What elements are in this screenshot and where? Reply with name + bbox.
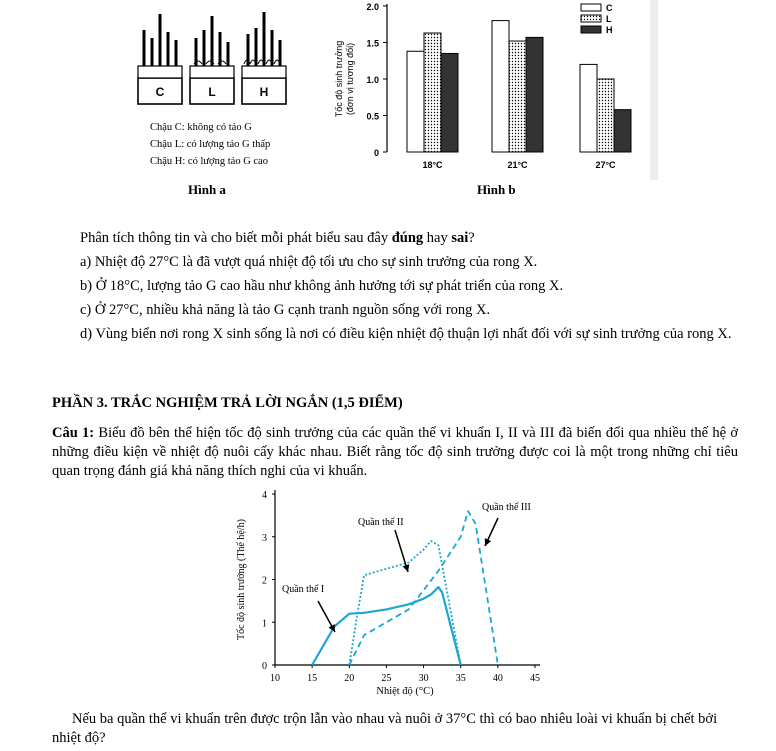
y-tick-label: 1.5 — [366, 38, 379, 49]
legend-label-c: C — [606, 3, 613, 13]
series-annotation-2: Quần thể II — [358, 517, 404, 528]
question-1: Câu 1: Biểu đồ bên thể hiện tốc độ sinh trưởng của các quần thể vi khuẩn I, II và III đã biến đổi qua nhiều thế hệ ở những điều kiện về nhiệt độ nuôi cấy khác nhau. Biết rằng tốc độ sinh trưởng được coi là một trong những chỉ tiêu quan trọng đánh giá khả năng thích nghi của vi khuẩn. — [52, 425, 738, 479]
pot-c-label: C — [155, 85, 165, 99]
legend-label-l: L — [606, 14, 612, 24]
legend-swatch-c — [581, 4, 601, 11]
pot-legend-c: Chậu C: không có tảo G — [150, 122, 252, 133]
final-question: Nếu ba quần thể vi khuẩn trên được trộn lẫn vào nhau và nuôi ở 37°C thì có bao nhiêu loài vi khuẩn bị chết bởi nhiệt độ? — [52, 711, 718, 746]
figure-b-caption: Hình b — [477, 182, 516, 197]
bar-c-1 — [492, 21, 509, 152]
statement-a: a) Nhiệt độ 27°C là đã vượt quá nhiệt độ tối ưu cho sự sinh trưởng của rong X. — [80, 254, 538, 270]
figure-a — [130, 8, 290, 178]
pot-h-label: H — [259, 85, 269, 99]
series-annotation-1: Quần thể I — [282, 584, 325, 595]
bar-c-0 — [407, 51, 424, 152]
bar-c-2 — [580, 64, 597, 152]
y-tick-label: 0.5 — [366, 111, 379, 122]
y-tick-label: 2.0 — [366, 2, 379, 12]
series-annotation-3: Quần thể III — [482, 502, 531, 513]
y-tick-label: 0 — [262, 661, 267, 672]
statement-b: b) Ở 18°C, lượng tảo G cao hầu như không ảnh hưởng tới sự phát triển của rong X. — [80, 278, 564, 294]
x-tick-label: 45 — [530, 673, 540, 684]
x-tick-label: 15 — [307, 673, 318, 684]
figure-b-chart — [325, 0, 658, 180]
pot-legend-h: Chậu H: có lượng tảo G cao — [150, 156, 268, 167]
x-tick-label: 40 — [492, 673, 503, 684]
bar-h-1 — [526, 37, 543, 152]
x-tick-label: 25 — [381, 673, 392, 684]
y-axis-label: Tốc độ sinh trưởng (Thế hệ/h) — [236, 519, 247, 640]
x-tick-label: 20 — [344, 673, 355, 684]
bar-l-0 — [424, 33, 441, 152]
y-tick-label: 2 — [262, 575, 267, 587]
y-tick-label: 3 — [262, 532, 267, 544]
figure-a-caption: Hình a — [188, 182, 226, 197]
pot-legend-l: Chậu L: có lượng tảo G thấp — [150, 139, 271, 150]
x-axis-label: Nhiệt độ (°C) — [376, 686, 434, 697]
x-tick-label: 30 — [418, 673, 429, 684]
legend-swatch-h — [581, 26, 601, 33]
section-3-heading: PHẦN 3. TRẮC NGHIỆM TRẢ LỜI NGẮN (1,5 ĐIỂM) — [52, 395, 403, 411]
legend-swatch-l — [581, 15, 601, 22]
x-tick-label: 35 — [455, 673, 466, 684]
bar-h-0 — [441, 53, 458, 152]
y-tick-label: 4 — [262, 490, 267, 501]
y-axis-label-unit: (đơn vị tương đối) — [345, 42, 355, 116]
series-line-3 — [349, 511, 498, 665]
growth-line-chart — [230, 486, 560, 701]
x-tick-label: 10 — [270, 673, 280, 684]
pot-legend — [150, 119, 290, 170]
statement-c: c) Ở 27°C, nhiều khả năng là tảo G cạnh tranh nguồn sống với rong X. — [80, 302, 491, 318]
pots-illustration — [130, 8, 290, 108]
bar-h-2 — [614, 110, 631, 152]
y-tick-label: 0 — [373, 148, 379, 158]
category-label: 18°C — [422, 160, 443, 170]
category-label: 27°C — [595, 160, 616, 170]
statement-d: d) Vùng biển nơi rong X sinh sống là nơi có điều kiện nhiệt độ thuận lợi nhất đối với sự sinh trưởng của rong X. — [80, 326, 732, 342]
category-label: 21°C — [507, 160, 528, 170]
bar-l-1 — [509, 41, 526, 152]
pot-l-label: L — [208, 85, 216, 99]
y-tick-label: 1 — [262, 618, 267, 630]
legend-label-h: H — [606, 25, 613, 35]
y-tick-label: 1.0 — [366, 75, 379, 85]
bar-l-2 — [597, 79, 614, 152]
y-axis-label: Tốc độ sinh trưởng — [334, 40, 344, 118]
question-intro: Phân tích thông tin và cho biết mỗi phát biểu sau đây đúng hay sai? — [80, 230, 475, 246]
